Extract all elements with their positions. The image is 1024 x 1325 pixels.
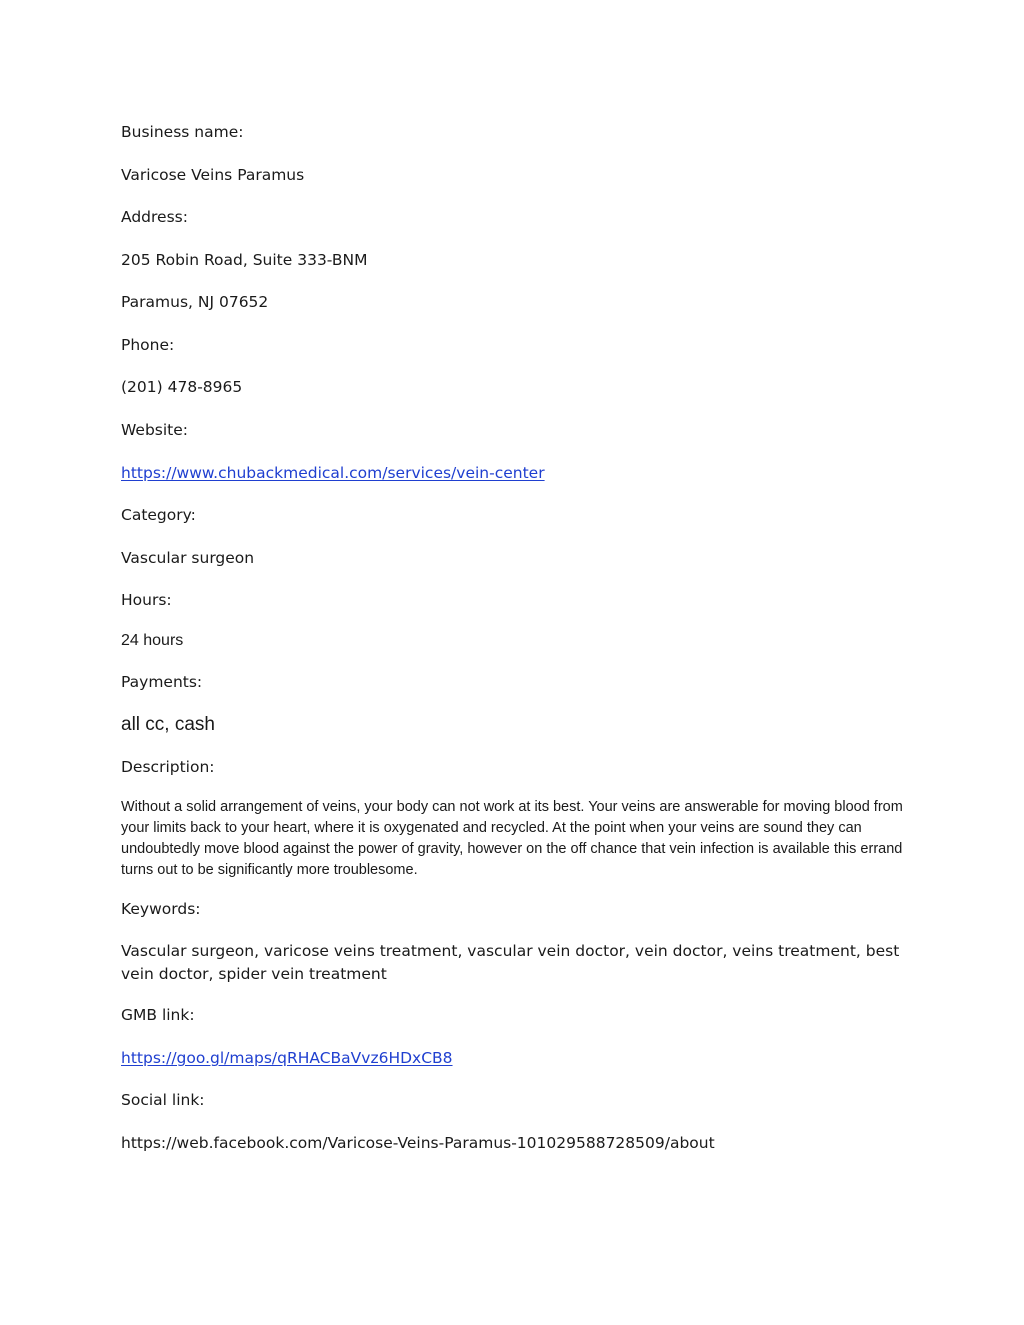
social-link-value: https://web.facebook.com/Varicose-Veins-Paramus-101029588728509/about <box>121 1134 715 1152</box>
payments-value: all cc, cash <box>121 714 215 735</box>
address-line-2: Paramus, NJ 07652 <box>121 293 269 311</box>
category-label: Category: <box>121 506 196 524</box>
business-name-value: Varicose Veins Paramus <box>121 166 305 184</box>
hours-value: 24 hours <box>121 632 184 649</box>
address-label: Address: <box>121 208 188 226</box>
payments-label: Payments: <box>121 673 203 691</box>
keywords-label: Keywords: <box>121 900 201 918</box>
gmb-link-row <box>121 1048 453 1068</box>
address-line-1: 205 Robin Road, Suite 333-BNM <box>121 251 368 269</box>
phone-label: Phone: <box>121 336 175 354</box>
description-text: Without a solid arrangement of veins, your body can not work at its best. Your veins are answerable for moving blood from your limits back to your heart, where it is oxygenated and recycled. At the point when your veins are sound they can undoubtedly move blood against the power of gravity, however on the off chance that vein infection is available this errand turns out to be significantly more troublesome. <box>121 799 903 878</box>
category-value: Vascular surgeon <box>121 549 255 567</box>
keywords-text: Vascular surgeon, varicose veins treatment, vascular vein doctor, vein doctor, veins treatment, best vein doctor, spider vein treatment <box>121 942 900 983</box>
website-label: Website: <box>121 421 189 439</box>
social-link-label: Social link: <box>121 1091 205 1109</box>
website-link[interactable]: https://www.chubackmedical.com/services/vein-center <box>121 464 545 482</box>
phone-value: (201) 478-8965 <box>121 378 243 396</box>
business-name-label: Business name: <box>121 123 244 141</box>
website-row <box>121 463 545 483</box>
gmb-link-label: GMB link: <box>121 1006 195 1024</box>
description-label: Description: <box>121 758 215 776</box>
gmb-link[interactable]: https://goo.gl/maps/qRHACBaVvz6HDxCB8 <box>121 1049 453 1067</box>
hours-label: Hours: <box>121 591 172 609</box>
